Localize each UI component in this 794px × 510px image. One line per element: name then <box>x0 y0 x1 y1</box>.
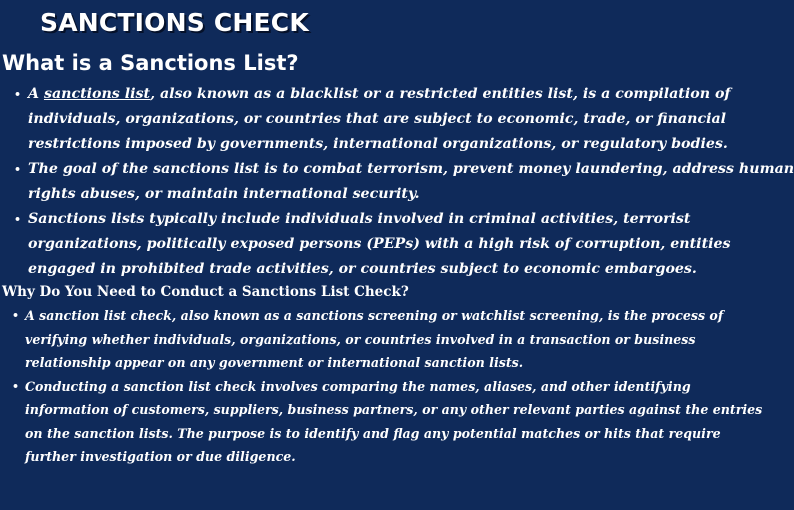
sanctions-list-link[interactable]: sanctions list <box>43 86 151 102</box>
text-line: individuals, organizations, or countries that are subject to economic, trade, or financial <box>28 111 727 127</box>
text-line: engaged in prohibited trade activities, or countries subject to economic embargoes. <box>28 261 697 277</box>
text-line: The goal of the sanctions list is to combat terrorism, prevent money laundering, address human <box>28 161 794 177</box>
text-line: restrictions imposed by governments, international organizations, or regulatory bodies. <box>28 136 728 152</box>
text-line: Sanctions lists typically include individuals involved in criminal activities, terrorist <box>28 211 691 227</box>
text-fragment: A <box>28 86 44 102</box>
page-title: SANCTIONS CHECK <box>40 8 309 37</box>
list-item <box>0 304 724 375</box>
sanctions-check-bullets <box>0 304 763 469</box>
bullet-icon: • <box>14 88 22 101</box>
bullet-icon: • <box>12 309 20 322</box>
text-line: rights abuses, or maintain international security. <box>28 186 420 202</box>
bullet-icon: • <box>12 379 20 393</box>
list-item <box>0 157 794 207</box>
sanctions-list-bullets <box>0 82 794 282</box>
text-line: organizations, politically exposed persons (PEPs) with a high risk of corruption, entities <box>28 236 731 252</box>
bullet-icon: • <box>14 163 22 176</box>
section-heading-what-is: What is a Sanctions List? <box>2 51 299 75</box>
text-line: A sanction list check, also known as a sanctions screening or watchlist screening, is the process of <box>25 308 724 323</box>
text-line: information of customers, suppliers, business partners, or any other relevant parties against the entries <box>25 402 763 417</box>
text-line: Conducting a sanction list check involves comparing the names, aliases, and other identifying <box>25 378 691 394</box>
list-item <box>0 82 731 157</box>
text-line: relationship appear on any government or international sanction lists. <box>25 355 524 370</box>
text-line: verifying whether individuals, organizations, or countries involved in a transaction or business <box>25 331 696 347</box>
text-line: on the sanction lists. The purpose is to identify and flag any potential matches or hits that require <box>25 425 721 441</box>
text-line <box>28 82 731 107</box>
text-line: further investigation or due diligence. <box>25 449 296 464</box>
list-item <box>0 207 731 282</box>
list-item <box>0 375 763 469</box>
text-fragment: , also known as a blacklist or a restricted entities list, is a compilation of <box>150 86 731 102</box>
bullet-icon: • <box>14 213 22 226</box>
section-heading-why: Why Do You Need to Conduct a Sanctions List Check? <box>2 284 409 300</box>
